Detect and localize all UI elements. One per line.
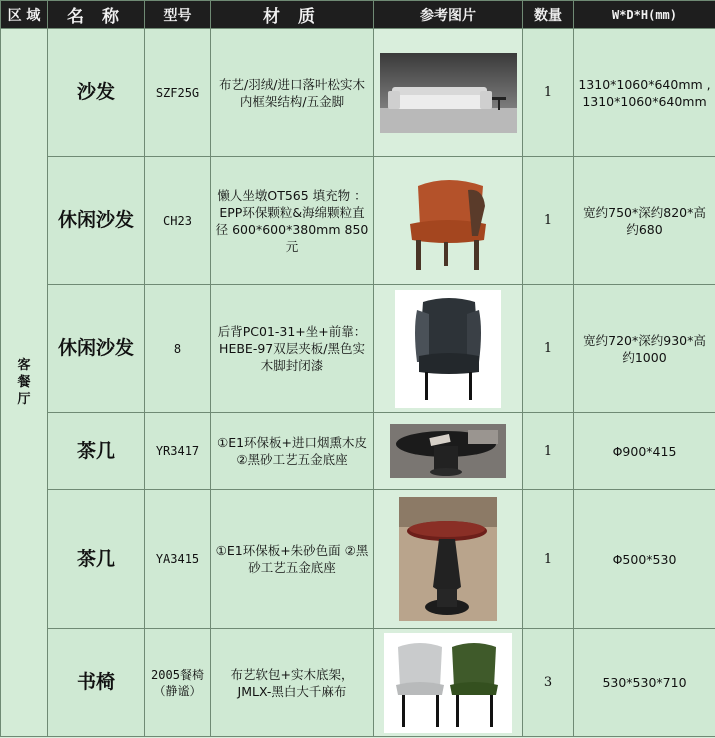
header-row — [1, 1, 715, 29]
sofa-photo — [380, 53, 517, 133]
item-material: ①E1环保板+朱砂色面 ②黑砂工艺五金底座 — [211, 490, 374, 629]
item-name: 茶几 — [48, 413, 145, 490]
item-dims: 530*530*710 — [574, 629, 715, 737]
table-row — [1, 629, 715, 737]
header-material: 材 质 — [211, 1, 374, 29]
item-image-cell — [374, 629, 523, 737]
item-material: 布艺/羽绒/进口落叶松实木内框架结构/五金脚 — [211, 29, 374, 157]
item-material: 懒人坐墩OT565 填充物 ：EPP环保颗粒&海绵颗粒直径 600*600*380mm 850元 — [211, 157, 374, 285]
item-model: SZF25G — [145, 29, 211, 157]
item-name: 休闲沙发 — [48, 157, 145, 285]
item-material: 后背PC01-31+坐+前靠：HEBE-97双层夹板/黑色实木脚封闭漆 — [211, 285, 374, 413]
header-name: 名 称 — [48, 1, 145, 29]
dining-chairs-photo — [384, 633, 512, 733]
header-model: 型号 — [145, 1, 211, 29]
item-name: 茶几 — [48, 490, 145, 629]
header-qty: 数量 — [523, 1, 574, 29]
item-model: YA3415 — [145, 490, 211, 629]
header-image: 参考图片 — [374, 1, 523, 29]
table-row — [1, 490, 715, 629]
item-qty: 1 — [523, 413, 574, 490]
table-row — [1, 29, 715, 157]
item-material: ①E1环保板+进口烟熏木皮 ②黑砂工艺五金底座 — [211, 413, 374, 490]
item-material: 布艺软包+实木底架，JMLX-黑白大千麻布 — [211, 629, 374, 737]
item-dims: 1310*1060*640mm , 1310*1060*640mm — [574, 29, 715, 157]
item-image-cell — [374, 285, 523, 413]
item-qty: 1 — [523, 157, 574, 285]
item-name: 休闲沙发 — [48, 285, 145, 413]
area-cell — [1, 29, 48, 737]
round-coffee-table-photo — [390, 424, 506, 478]
item-dims: Φ900*415 — [574, 413, 715, 490]
header-area: 区 域 — [1, 1, 48, 29]
item-name: 书椅 — [48, 629, 145, 737]
item-model: 8 — [145, 285, 211, 413]
item-qty: 1 — [523, 285, 574, 413]
item-image-cell — [374, 29, 523, 157]
item-model: 2005餐椅（静谧） — [145, 629, 211, 737]
item-qty: 1 — [523, 490, 574, 629]
table-row — [1, 413, 715, 490]
item-dims: Φ500*530 — [574, 490, 715, 629]
lounge-chair-photo — [388, 166, 508, 276]
side-table-photo — [399, 497, 497, 621]
item-image-cell — [374, 157, 523, 285]
item-dims: 宽约750*深约820*高约680 — [574, 157, 715, 285]
item-image-cell — [374, 490, 523, 629]
table-row — [1, 285, 715, 413]
area-label: 客餐厅 — [17, 358, 31, 407]
item-name: 沙发 — [48, 29, 145, 157]
item-image-cell — [374, 413, 523, 490]
item-qty: 3 — [523, 629, 574, 737]
item-model: CH23 — [145, 157, 211, 285]
item-model: YR3417 — [145, 413, 211, 490]
wingback-chair-photo — [395, 290, 501, 408]
header-dims: W*D*H(mm) — [574, 1, 715, 29]
table-row — [1, 157, 715, 285]
item-dims: 宽约720*深约930*高约1000 — [574, 285, 715, 413]
item-qty: 1 — [523, 29, 574, 157]
